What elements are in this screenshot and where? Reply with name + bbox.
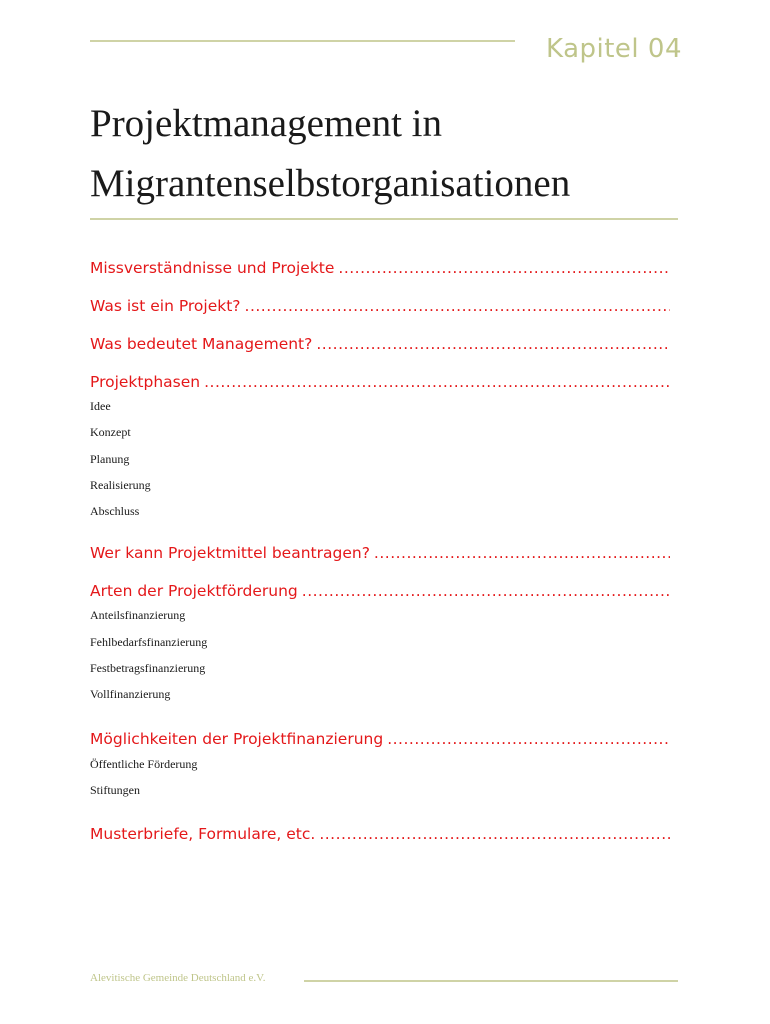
toc-subentry[interactable]: Realisierung: [90, 477, 151, 492]
toc-entry-label: Möglichkeiten der Projektfinanzierung: [90, 729, 384, 748]
toc-entry[interactable]: [90, 541, 670, 565]
toc-entry-label: Missverständnisse und Projekte: [90, 259, 335, 277]
toc-entry-label: Was bedeutet Management?: [90, 335, 313, 353]
toc-subentry[interactable]: Festbetragsfinanzierung: [90, 661, 206, 676]
page-title-line2: Migrantenselbstorganisationen: [90, 162, 571, 205]
toc-leader-dots: [387, 727, 670, 751]
toc-subentry[interactable]: Abschluss: [90, 504, 140, 519]
toc-leader-dots: [204, 370, 670, 394]
title-rule: [90, 218, 678, 220]
toc-subentry[interactable]: Öffentliche Förderung: [90, 756, 198, 771]
toc-subentry[interactable]: Stiftungen: [90, 782, 140, 797]
top-rule: [90, 40, 515, 42]
table-of-contents: [90, 256, 670, 846]
toc-subentry[interactable]: Idee: [90, 399, 111, 413]
chapter-label: Kapitel 04: [545, 34, 682, 64]
toc-subentry[interactable]: Fehlbedarfsfinanzierung: [90, 634, 208, 649]
toc-leader-dots: [316, 332, 670, 356]
toc-entry-label: Was ist ein Projekt?: [90, 297, 241, 315]
toc-leader-dots: [319, 822, 670, 846]
toc-entry-label: Wer kann Projektmittel beantragen?: [90, 544, 370, 563]
toc-subentry[interactable]: Konzept: [90, 425, 131, 440]
toc-subentry[interactable]: Planung: [90, 451, 130, 466]
toc-entry[interactable]: [90, 579, 670, 603]
toc-leader-dots: [245, 294, 670, 318]
page-title: [90, 94, 690, 214]
toc-leader-dots: [302, 579, 670, 603]
page-title-line1: Projektmanagement in: [90, 102, 442, 145]
toc-leader-dots: [374, 541, 670, 565]
toc-subentry[interactable]: Vollfinanzierung: [90, 687, 171, 702]
toc-subentry[interactable]: Anteilsfinanzierung: [90, 608, 186, 623]
toc-entry[interactable]: [90, 256, 670, 280]
toc-entry[interactable]: [90, 332, 670, 356]
toc-entry[interactable]: [90, 294, 670, 318]
toc-entry-label: Arten der Projektförderung: [90, 582, 298, 601]
footer-organization: Alevitische Gemeinde Deutschland e.V.: [90, 972, 266, 984]
toc-entry[interactable]: [90, 727, 670, 751]
toc-leader-dots: [338, 256, 670, 280]
toc-entry[interactable]: [90, 822, 670, 846]
toc-entry-label: Projektphasen: [90, 373, 201, 391]
toc-entry[interactable]: [90, 370, 670, 394]
toc-entry-label: Musterbriefe, Formulare, etc.: [90, 825, 316, 844]
footer-rule: [304, 980, 678, 982]
